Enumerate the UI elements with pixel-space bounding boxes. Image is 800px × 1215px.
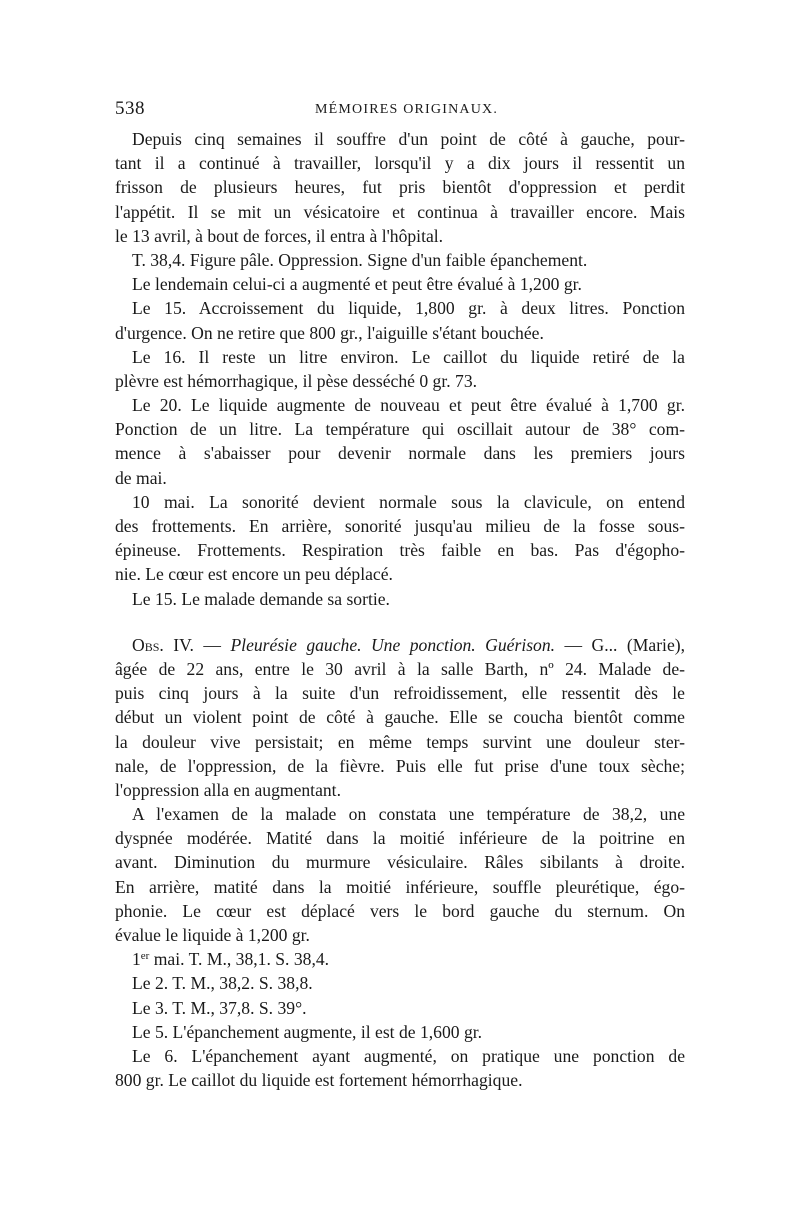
observation-heading — [115, 633, 685, 657]
text-line: dyspnée modérée. Matité dans la moitié inférieure de la poitrine en — [115, 828, 685, 849]
entry-may-2: Le 2. T. M., 38,2. S. 38,8. — [132, 973, 313, 994]
observation-patient: — G... (Marie), — [555, 634, 686, 655]
text-line: Le 16. Il reste un litre environ. Le caillot du liquide retiré de la — [132, 346, 685, 367]
text-line: nale, de l'oppression, de la fièvre. Puis elle fut prise d'une toux sèche; — [115, 755, 685, 776]
text-line: l'appétit. Il se mit un vésicatoire et continua à travailler encore. Mais — [115, 201, 685, 222]
text-line: des frottements. En arrière, sonorité jusqu'au milieu de la fosse sous- — [115, 516, 685, 536]
text-line: 10 mai. La sonorité devient normale sous la clavicule, on entend — [132, 491, 685, 512]
text-line: âgée de 22 ans, entre le 30 avril à la salle Barth, nº 24. Malade de- — [115, 658, 685, 679]
text-line: mence à s'abaisser pour devenir normale dans les premiers jours — [115, 443, 685, 464]
entry-may-6: Le 6. L'épanchement ayant augmenté, on pratique une ponction de — [132, 1045, 685, 1066]
entry-may-5: Le 5. L'épanchement augmente, il est de 1,600 gr. — [132, 1021, 483, 1042]
text-line: A l'examen de la malade on constata une température de 38,2, une — [132, 804, 685, 825]
observation-title: Pleurésie gauche. Une ponction. Guérison. — [230, 634, 556, 655]
text-line: Le 15. Le malade demande sa sortie. — [132, 588, 390, 609]
observation-dash: — — [193, 634, 231, 655]
text-line: frisson de plusieurs heures, fut pris bientôt d'oppression et perdit — [115, 177, 685, 198]
text-line: le 13 avril, à bout de forces, il entra à l'hôpital. — [115, 225, 444, 246]
text-line: Depuis cinq semaines il souffre d'un point de côté à gauche, pour- — [132, 129, 685, 149]
text-line: plèvre est hémorrhagique, il pèse desséché 0 gr. 73. — [115, 370, 478, 391]
text-line: épineuse. Frottements. Respiration très faible en bas. Pas d'égopho- — [115, 540, 685, 561]
text-line: puis cinq jours à la suite d'un refroidissement, elle ressentit dès le — [115, 683, 685, 704]
text-line: Ponction de un litre. La température qui oscillait autour de 38° com- — [115, 419, 685, 440]
text-line: d'urgence. On ne retire que 800 gr., l'aiguille s'étant bouchée. — [115, 322, 544, 343]
entry-may-3: Le 3. T. M., 37,8. S. 39°. — [132, 997, 307, 1018]
text-line: Le 15. Accroissement du liquide, 1,800 gr. à deux litres. Ponction — [132, 298, 685, 319]
entry-day-suffix: er — [140, 950, 150, 963]
page-header — [115, 98, 685, 124]
observation-label: Obs. IV. — [132, 634, 194, 655]
text-line: En arrière, matité dans la moitié inférieure, souffle pleurétique, égo- — [115, 876, 685, 897]
text-line: phonie. Le cœur est déplacé vers le bord gauche du sternum. On — [115, 900, 685, 921]
text-line: Le 20. Le liquide augmente de nouveau et peut être évalué à 1,700 gr. — [132, 395, 685, 416]
section-gap — [115, 611, 685, 633]
text-line: 800 gr. Le caillot du liquide est fortement hémorrhagique. — [115, 1070, 523, 1091]
running-head: MÉMOIRES ORIGINAUX. — [315, 102, 499, 117]
entry-may-1 — [115, 947, 685, 971]
text-line: la douleur vive persistait; en même temps survint une douleur ster- — [115, 731, 685, 752]
text-line: Le lendemain celui-ci a augmenté et peut être évalué à 1,200 gr. — [132, 274, 582, 295]
entry-day-number: 1 — [132, 949, 141, 970]
text-line: évalue le liquide à 1,200 gr. — [115, 925, 310, 945]
text-line: T. 38,4. Figure pâle. Oppression. Signe d'un faible épanchement. — [132, 249, 588, 270]
text-line: nie. Le cœur est encore un peu déplacé. — [115, 564, 393, 585]
body-text — [115, 127, 685, 1092]
page-number: 538 — [115, 98, 145, 119]
text-line: début un violent point de côté à gauche. Elle se coucha bientôt comme — [115, 707, 685, 728]
text-line: avant. Diminution du murmure vésiculaire. Râles sibilants à droite. — [115, 852, 685, 873]
text-line: de mai. — [115, 467, 167, 488]
text-line: l'oppression alla en augmentant. — [115, 779, 341, 800]
text-line: tant il a continué à travailler, lorsqu'il y a dix jours il ressentit un — [115, 153, 685, 174]
entry-text: mai. T. M., 38,1. S. 38,4. — [149, 949, 330, 970]
